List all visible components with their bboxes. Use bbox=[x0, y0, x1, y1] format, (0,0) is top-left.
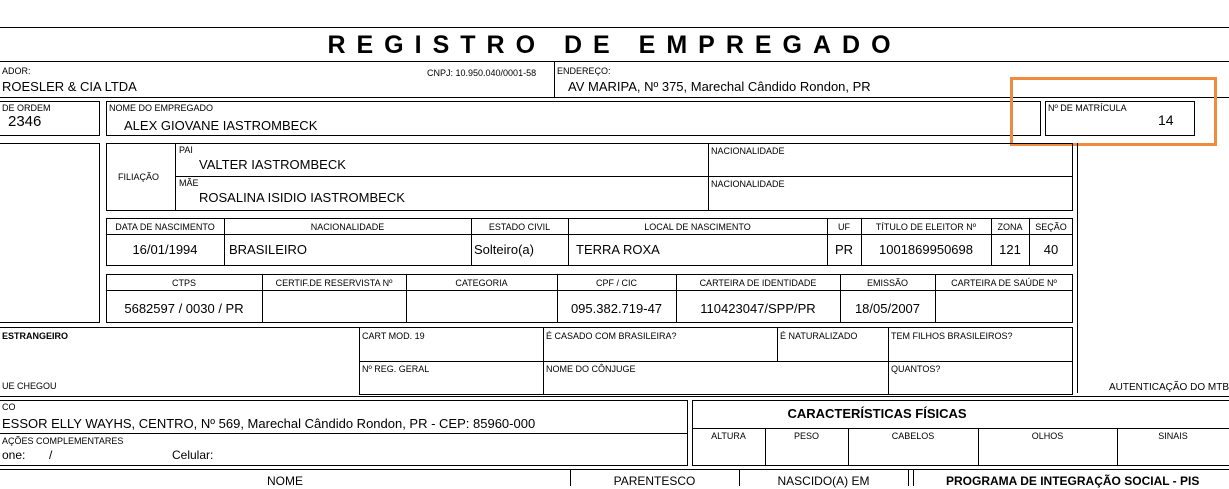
physical-header-rule bbox=[692, 428, 1229, 429]
height-label: ALTURA bbox=[711, 431, 746, 441]
title-rule bbox=[0, 61, 1229, 62]
phone-label: one: bbox=[2, 448, 26, 462]
dependents-col-3 bbox=[908, 469, 909, 486]
mother-name: ROSALINA ISIDIO IASTROMBECK bbox=[199, 190, 405, 205]
mother-label: MÃE bbox=[179, 178, 199, 188]
uf: PR bbox=[834, 242, 854, 257]
pis-left-border bbox=[913, 469, 914, 486]
foreigner-col-1 bbox=[543, 327, 544, 395]
weight-label: PESO bbox=[793, 431, 819, 441]
married-label: É CASADO COM BRASILEIRA? bbox=[546, 331, 677, 341]
ctps-number: 5682597 / 0030 / PR bbox=[124, 301, 244, 316]
residence-mid-rule bbox=[0, 433, 688, 434]
residence-address: ESSOR ELLY WAYHS, CENTRO, Nº 569, Marechal Cândido Rondon, PR - CEP: 85960-000 bbox=[2, 416, 536, 431]
card-mod19-label: CART MOD. 19 bbox=[362, 331, 425, 341]
health-card-label: CARTEIRA DE SAÚDE Nº bbox=[951, 278, 1057, 288]
filiation-label: FILIAÇÃO bbox=[118, 172, 160, 182]
issue-label: EMISSÃO bbox=[866, 278, 908, 288]
registration-label: Nº DE MATRÍCULA bbox=[1048, 103, 1127, 113]
category-label: CATEGORIA bbox=[455, 278, 508, 288]
father-name: VALTER IASTROMBECK bbox=[199, 157, 346, 172]
cpf-number: 095.382.719-47 bbox=[570, 301, 663, 316]
foreigner-col-3 bbox=[888, 327, 889, 395]
mobile-label: Celular: bbox=[172, 448, 214, 462]
order-label: DE ORDEM bbox=[2, 103, 51, 113]
complement-label: AÇÕES COMPLEMENTARES bbox=[2, 436, 124, 446]
ctps-label: CTPS bbox=[171, 278, 196, 288]
dependents-rule bbox=[0, 469, 1229, 470]
hair-label: CABELOS bbox=[891, 431, 935, 441]
naturalized-label: É NATURALIZADO bbox=[780, 331, 858, 341]
father-label: PAI bbox=[179, 145, 193, 155]
dependent-name-header: NOME bbox=[267, 474, 303, 488]
nationality-divider bbox=[708, 143, 709, 211]
personal-header-rule bbox=[106, 234, 1073, 235]
mother-nationality-label: NACIONALIDADE bbox=[711, 179, 785, 189]
auth-label: AUTENTICAÇÃO DO MTB bbox=[1109, 382, 1229, 393]
employer-cnpj: CNPJ: 10.950.040/0001-58 bbox=[427, 68, 537, 78]
marks-label: SINAIS bbox=[1158, 431, 1188, 441]
id-card-number: 110423047/SPP/PR bbox=[700, 301, 816, 316]
birthplace: TERRA ROXA bbox=[576, 242, 660, 257]
birthplace-label: LOCAL DE NASCIMENTO bbox=[644, 222, 751, 232]
birth-date: 16/01/1994 bbox=[132, 242, 198, 257]
employee-name: ALEX GIOVANE IASTROMBECK bbox=[124, 118, 318, 133]
documents-header-rule bbox=[106, 290, 1073, 291]
how-many-label: QUANTOS? bbox=[891, 364, 941, 374]
section-rule bbox=[0, 396, 1229, 397]
document-title: REGISTRO DE EMPREGADO bbox=[327, 31, 902, 59]
foreigner-col-2 bbox=[777, 327, 778, 361]
filiation-mid-rule bbox=[175, 176, 1073, 177]
civil-status: Solteiro(a) bbox=[474, 242, 534, 257]
civil-status-label: ESTADO CIVIL bbox=[488, 222, 551, 232]
voter-id: 1001869950698 bbox=[879, 242, 973, 257]
employee-name-label: NOME DO EMPREGADO bbox=[109, 103, 214, 113]
zone: 121 bbox=[999, 242, 1021, 257]
issue-date: 18/05/2007 bbox=[854, 301, 921, 316]
nationality: BRASILEIRO bbox=[229, 242, 308, 257]
cpf-label: CPF / CIC bbox=[595, 278, 637, 288]
nationality-label: NACIONALIDADE bbox=[310, 222, 385, 232]
zone-label: ZONA bbox=[997, 222, 1023, 232]
reservist-label: CERTIF.DE RESERVISTA Nº bbox=[275, 278, 393, 288]
top-rule bbox=[0, 27, 1229, 28]
uf-label: UF bbox=[838, 222, 850, 232]
physical-title: CARACTERÍSTICAS FÍSICAS bbox=[787, 406, 967, 421]
photo-frame bbox=[0, 143, 100, 323]
pis-title: PROGRAMA DE INTEGRAÇÃO SOCIAL - PIS bbox=[946, 474, 1200, 488]
id-card-label: CARTEIRA DE IDENTIDADE bbox=[699, 278, 817, 288]
address-label: ENDEREÇO: bbox=[557, 66, 611, 76]
order-number: 2346 bbox=[8, 113, 42, 130]
general-reg-label: Nº REG. GERAL bbox=[362, 364, 430, 374]
filiation-divider bbox=[175, 143, 176, 211]
father-nationality-label: NACIONALIDADE bbox=[711, 146, 785, 156]
section: 40 bbox=[1043, 242, 1059, 257]
section-label: SEÇÃO bbox=[1035, 222, 1067, 232]
birth-label: DATA DE NASCIMENTO bbox=[115, 222, 215, 232]
children-label: TEM FILHOS BRASILEIROS? bbox=[891, 331, 1013, 341]
foreigner-label: ESTRANGEIRO bbox=[2, 331, 69, 341]
employer-address: AV MARIPA, Nº 375, Marechal Cândido Rondon, PR bbox=[568, 79, 871, 94]
residence-label: CO bbox=[2, 402, 16, 412]
dependent-kinship-header: PARENTESCO bbox=[613, 474, 696, 488]
arrival-label: UE CHEGOU bbox=[2, 381, 57, 391]
eyes-label: OLHOS bbox=[1031, 431, 1064, 441]
auth-divider bbox=[1077, 143, 1078, 393]
dependent-born-header: NASCIDO(A) EM bbox=[777, 474, 870, 488]
employer-name: ROESLER & CIA LTDA bbox=[2, 79, 137, 94]
foreigner-mid-rule bbox=[359, 361, 1073, 362]
spouse-label: NOME DO CÔNJUGE bbox=[546, 364, 636, 374]
phone-separator: / bbox=[49, 448, 53, 462]
registration-highlight bbox=[1010, 77, 1217, 146]
employer-label: ADOR: bbox=[2, 66, 31, 76]
employer-divider bbox=[554, 62, 555, 97]
registration-number: 14 bbox=[1158, 112, 1174, 128]
voter-label: TÍTULO DE ELEITOR Nº bbox=[875, 222, 977, 232]
